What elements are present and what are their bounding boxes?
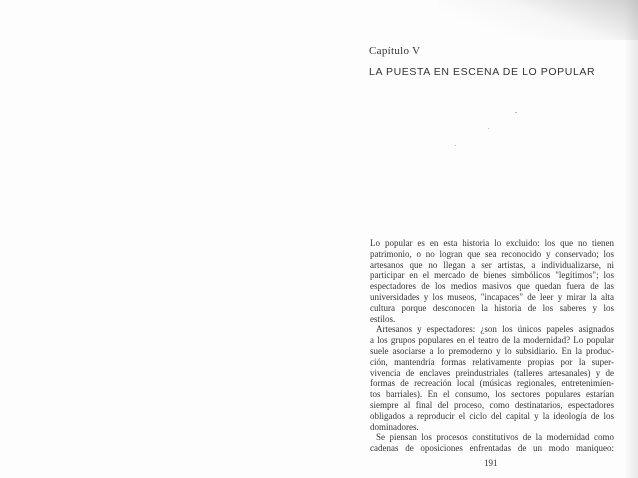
text-line: universidades y los museos, "incapaces" de leer y mirar la alta [370, 291, 614, 302]
text-line: tos barriales). En el consumo, los sectores populares estarían [370, 389, 614, 400]
text-line: suele asociarse a lo premoderno y lo subsidiario. En la produc- [370, 345, 614, 356]
text-line: cadenas de oposiciones enfrentadas de un modo maniqueo: [370, 443, 614, 454]
text-line: patrimonio, o no logran que sea reconocido y conservado; los [370, 248, 614, 259]
text-line: Se piensan los procesos constitutivos de la modernidad como [376, 432, 614, 443]
text-line: dominadores. [370, 421, 419, 432]
text-line: participar en el mercado de bienes simbólicos "legítimos"; los [370, 270, 614, 281]
text-line: Artesanos y espectadores: ¿son los únicos papeles asignados [376, 324, 614, 335]
text-line: Lo popular es en esta historia lo excluido: los que no tienen [370, 238, 614, 248]
text-line: formas de recreación local (músicas regionales, entretenimien- [370, 378, 614, 389]
text-line: espectadores de los medios masivos que quedan fuera de las [370, 281, 614, 292]
text-line: a los grupos populares en el teatro de la modernidad? Lo popular [370, 335, 614, 346]
scan-shadow [438, 0, 638, 40]
scan-speck [488, 128, 489, 129]
text-line: artesanos que no llegan a ser artistas, a individualizarse, ni [370, 259, 614, 270]
page-number: 191 [484, 458, 498, 468]
chapter-label: Capítulo V [369, 45, 421, 57]
text-line: estilos. [370, 313, 396, 324]
text-line: cultura porque desconocen la historia de los saberes y los [370, 302, 614, 313]
scan-speck [515, 112, 517, 113]
chapter-title: LA PUESTA EN ESCENA DE LO POPULAR [369, 66, 596, 78]
scan-speck [455, 145, 456, 146]
text-line: siempre al final del proceso, como destinatarios, espectadores [370, 399, 614, 410]
text-line: ción, mantendría formas relativamente propias por la super- [370, 356, 614, 367]
text-line: vivencia de enclaves preindustriales (talleres artesanales) y de [370, 367, 614, 378]
text-line: obligados a reproducir el ciclo del capital y la ideología de los [370, 410, 614, 421]
scan-edge-shadow [624, 0, 638, 478]
body-text [370, 238, 614, 454]
